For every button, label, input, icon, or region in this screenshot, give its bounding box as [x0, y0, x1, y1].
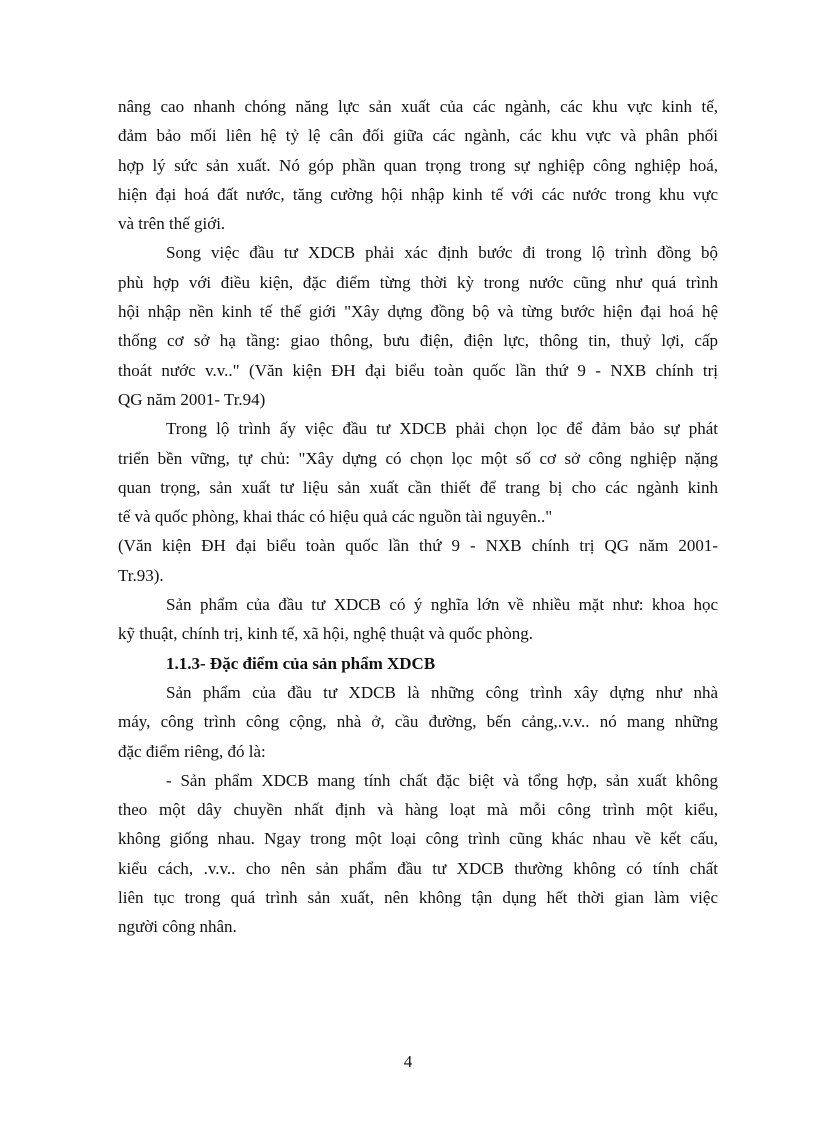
- page-number: 4: [403, 1052, 413, 1071]
- text-line: quan trọng, sản xuất tư liệu sản xuất cần thiết để trang bị cho các ngành kinh: [118, 477, 718, 497]
- text-line: thoát nước v.v.." (Văn kiện ĐH đại biểu toàn quốc lần thứ 9 - NXB chính trị: [118, 360, 718, 380]
- text-line: QG năm 2001- Tr.94): [118, 389, 266, 409]
- text-line: và trên thế giới.: [118, 214, 226, 234]
- text-line: Trong lộ trình ấy việc đầu tư XDCB phải chọn lọc để đảm bảo sự phát: [166, 419, 718, 439]
- text-line: Sản phẩm của đầu tư XDCB có ý nghĩa lớn về nhiều mặt như: khoa học: [166, 595, 718, 615]
- text-line: thống cơ sở hạ tầng: giao thông, bưu điện, điện lực, thông tin, thuỷ lợi, cấp: [118, 331, 718, 351]
- text-line: hiện đại hoá đất nước, tăng cường hội nhập kinh tế với các nước trong khu vực: [118, 184, 718, 204]
- text-line: đặc điểm riêng, đó là:: [118, 741, 266, 761]
- text-line: theo một dây chuyền nhất định và hàng loạt mà mỗi công trình một kiểu,: [118, 800, 718, 820]
- text-line: đảm bảo mối liên hệ tỷ lệ cân đối giữa các ngành, các khu vực và phân phối: [118, 126, 718, 146]
- body-text: [118, 92, 718, 942]
- text-line: Song việc đầu tư XDCB phải xác định bước đi trong lộ trình đồng bộ: [166, 243, 718, 263]
- citation-line: Tr.93).: [118, 565, 164, 585]
- text-line: triển bền vững, tự chủ: "Xây dựng có chọn lọc một số cơ sở công nghiệp nặng: [118, 448, 718, 468]
- citation-line: (Văn kiện ĐH đại biểu toàn quốc lần thứ 9 - NXB chính trị QG năm 2001-: [118, 536, 718, 556]
- text-line: tế và quốc phòng, khai thác có hiệu quả các nguồn tài nguyên..": [118, 507, 553, 527]
- text-line: hợp lý sức sản xuất. Nó góp phần quan trọng trong sự nghiệp công nghiệp hoá,: [118, 155, 718, 175]
- text-line: kiểu cách, .v.v.. cho nên sản phẩm đầu tư XDCB thường không có tính chất: [118, 858, 718, 878]
- section-heading: 1.1.3- Đặc điểm của sản phẩm XDCB: [166, 653, 436, 673]
- text-line: không giống nhau. Ngay trong một loại công trình cũng khác nhau về kết cấu,: [118, 829, 718, 849]
- text-line: phù hợp với điều kiện, đặc điểm từng thời kỳ trong nước cũng như quá trình: [118, 272, 718, 292]
- text-line: Sản phẩm của đầu tư XDCB là những công trình xây dựng như nhà: [166, 682, 718, 702]
- text-line: kỹ thuật, chính trị, kinh tế, xã hội, nghệ thuật và quốc phòng.: [118, 624, 534, 644]
- text-line: máy, công trình công cộng, nhà ở, cầu đường, bến cảng,.v.v.. nó mang những: [118, 712, 718, 732]
- text-line: người công nhân.: [118, 917, 237, 937]
- text-line: liên tục trong quá trình sản xuất, nên không tận dụng hết thời gian làm việc: [118, 888, 718, 908]
- text-line: - Sản phẩm XDCB mang tính chất đặc biệt và tổng hợp, sản xuất không: [166, 770, 718, 790]
- text-line: hội nhập nền kinh tế thế giới "Xây dựng đồng bộ và từng bước hiện đại hoá hệ: [118, 302, 718, 322]
- text-line: nâng cao nhanh chóng năng lực sản xuất của các ngành, các khu vực kinh tế,: [118, 97, 718, 116]
